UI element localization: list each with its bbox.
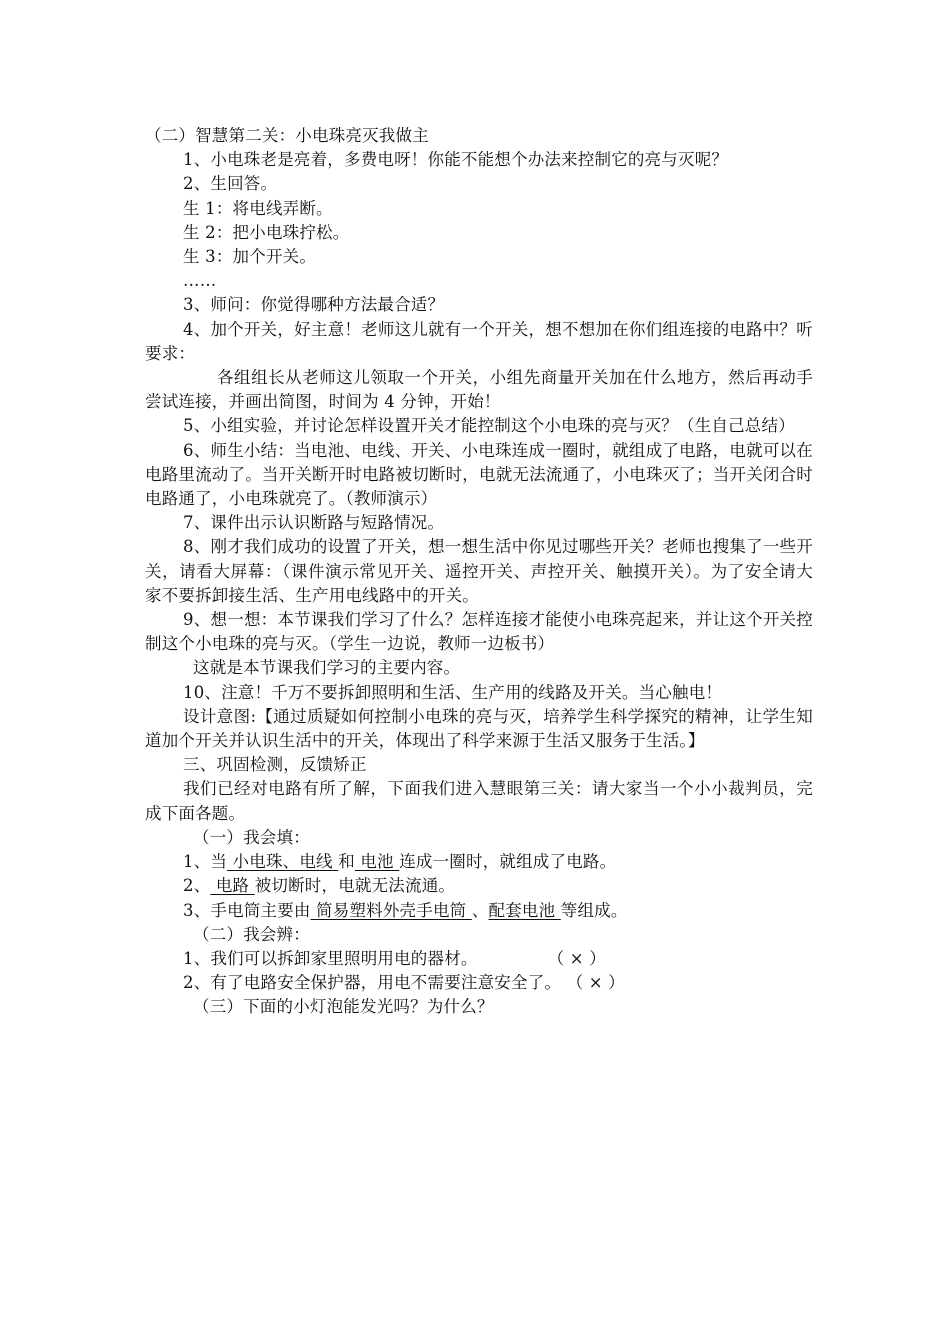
answer-blank: 小电珠、电线 bbox=[227, 852, 339, 872]
paragraph: 1、小电珠老是亮着，多费电呀！你能不能想个办法来控制它的亮与灭呢？ bbox=[183, 150, 729, 170]
section-heading-level-2: （二）智慧第二关：小电珠亮灭我做主 bbox=[145, 126, 429, 145]
paragraph: 10、注意！千万不要拆卸照明和生活、生产用的线路及开关。当心触电！ bbox=[183, 682, 723, 702]
subsection-heading-fill: （一）我会填： bbox=[193, 827, 310, 847]
paragraph: 5、小组实验，并讨论怎样设置开关才能控制这个小电珠的亮与灭？（生自己总结） bbox=[183, 416, 795, 436]
answer-blank: 电路 bbox=[210, 876, 255, 896]
paragraph: 8、刚才我们成功的设置了开关，想一想生活中你见过哪些开关？老师也搜集了一些开关，请看大屏幕：（课件演示常见开关、遥控开关、声控开关、触摸开关）。为了安全请大家不要拆卸接生活、生产用电线路中的开关。 bbox=[145, 537, 813, 605]
section-heading-level-1: 三、巩固检测，反馈矫正 bbox=[183, 755, 367, 775]
document-body bbox=[145, 124, 813, 1020]
answer-blank: 简易塑料外壳手电筒 bbox=[310, 900, 472, 920]
paragraph: 这就是本节课我们学习的主要内容。 bbox=[193, 658, 461, 678]
paragraph: 我们已经对电路有所了解，下面我们进入慧眼第三关：请大家当一个小小裁判员，完成下面各题。 bbox=[145, 779, 813, 823]
paragraph: 各组组长从老师这儿领取一个开关，小组先商量开关加在什么地方，然后再动手尝试连接，并画出简图，时间为 4 分钟，开始！ bbox=[145, 368, 813, 412]
paragraph: 生 1：将电线弄断。 bbox=[183, 198, 333, 218]
judge-mark: （ × ） bbox=[566, 973, 625, 993]
subsection-heading-judge: （二）我会辨： bbox=[193, 924, 310, 944]
fill-question-1: 1、当 小电珠、电线 和 电池 连成一圈时，就组成了电路。 bbox=[183, 852, 617, 872]
fill-question-2: 2、 电路 被切断时，电就无法流通。 bbox=[183, 876, 456, 896]
ellipsis-line: …… bbox=[183, 271, 217, 291]
paragraph: 7、课件出示认识断路与短路情况。 bbox=[183, 513, 445, 533]
fill-question-3: 3、手电筒主要由 简易塑料外壳手电筒 、配套电池 等组成。 bbox=[183, 900, 628, 920]
design-intent-paragraph: 设计意图:【通过质疑如何控制小电珠的亮与灭，培养学生科学探究的精神，让学生知道加个开关并认识生活中的开关，体现出了科学来源于生活又服务于生活。】 bbox=[145, 706, 813, 751]
paragraph: 4、加个开关，好主意！老师这儿就有一个开关，想不想加在你们组连接的电路中？听要求： bbox=[145, 319, 813, 363]
judge-question-1: 1、我们可以拆卸家里照明用电的器材。 （ × ） bbox=[183, 948, 606, 968]
paragraph: 生 2：把小电珠拧松。 bbox=[183, 222, 350, 242]
paragraph: 6、师生小结：当电池、电线、开关、小电珠连成一圈时，就组成了电路，电就可以在电路里流动了。当开关断开时电路被切断时，电就无法流通了，小电珠灭了；当开关闭合时电路通了，小电珠就亮了。（教师演示） bbox=[145, 440, 813, 509]
paragraph: 2、生回答。 bbox=[183, 174, 278, 194]
judge-mark: （ × ） bbox=[547, 948, 606, 968]
paragraph: 生 3：加个开关。 bbox=[183, 247, 317, 267]
answer-blank: 配套电池 bbox=[488, 900, 561, 920]
paragraph: 9、想一想：本节课我们学习了什么？怎样连接才能使小电珠亮起来，并让这个开关控制这个小电珠的亮与灭。（学生一边说，教师一边板书） bbox=[145, 610, 813, 654]
judge-question-2: 2、有了电路安全保护器，用电不需要注意安全了。 （ × ） bbox=[183, 973, 625, 993]
subsection-heading-question: （三）下面的小灯泡能发光吗？为什么？ bbox=[193, 997, 494, 1017]
paragraph: 3、师问：你觉得哪种方法最合适？ bbox=[183, 295, 445, 315]
answer-blank: 电池 bbox=[354, 852, 400, 872]
